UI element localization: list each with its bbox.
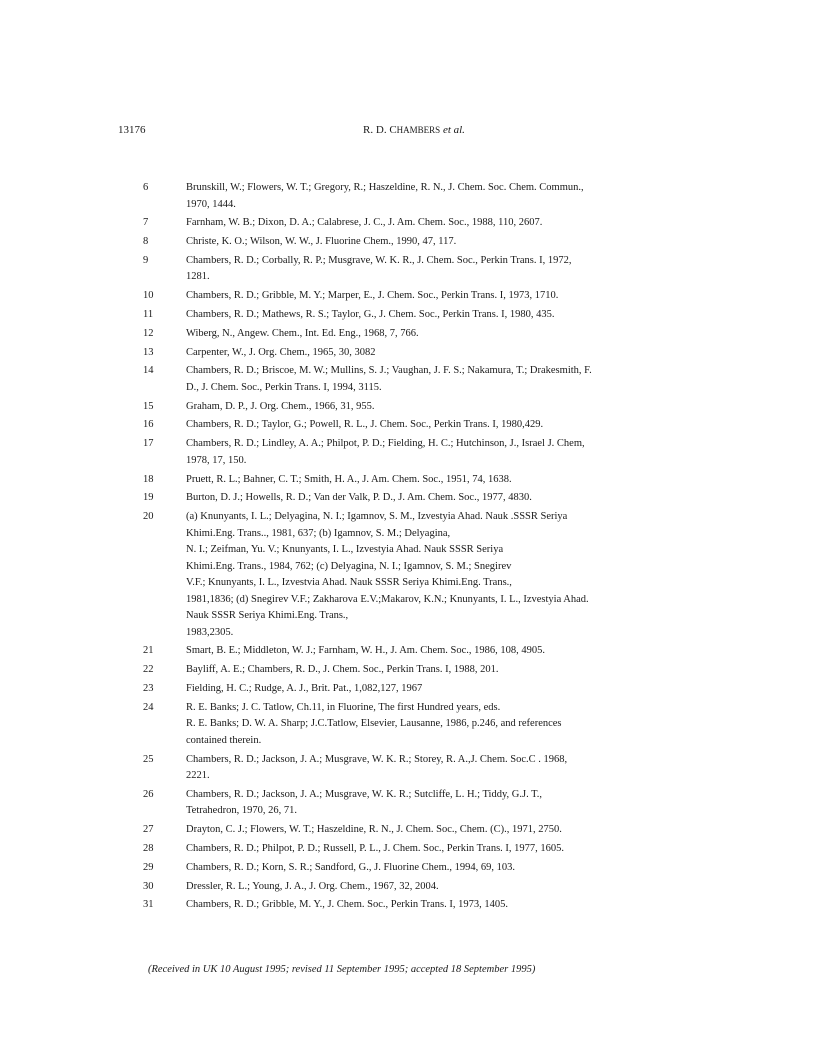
reference-line: Carpenter, W., J. Org. Chem., 1965, 30, 3082 [186, 346, 376, 358]
reference-line: Dressler, R. L.; Young, J. A., J. Org. Chem., 1967, 32, 2004. [186, 880, 439, 892]
reference-line: Chambers, R. D.; Mathews, R. S.; Taylor, G., J. Chem. Soc., Perkin Trans. I, 1980, 435. [186, 308, 555, 320]
reference-number: 10 [143, 290, 154, 302]
reference-text [186, 345, 683, 362]
running-head-etal: et al. [442, 124, 465, 136]
reference-number: 11 [143, 308, 154, 320]
running-head [118, 124, 710, 136]
reference-number: 12 [143, 327, 154, 339]
reference-item [143, 307, 683, 324]
reference-number: 13 [143, 346, 154, 358]
reference-text [186, 234, 683, 251]
reference-text [186, 436, 683, 469]
reference-line: R. E. Banks; D. W. A. Sharp; J.C.Tatlow, Elsevier, Lausanne, 1986, p.246, and references [186, 718, 562, 730]
reference-text [186, 822, 683, 839]
running-head-author-caps: HAMBERS [396, 125, 441, 135]
reference-line: Chambers, R. D.; Corbally, R. P.; Musgrave, W. K. R., J. Chem. Soc., Perkin Trans. I, 1972, [186, 254, 572, 266]
reference-number: 9 [143, 254, 149, 266]
reference-line: Chambers, R. D.; Jackson, J. A.; Musgrave, W. K. R.; Sutcliffe, L. H.; Tiddy, G.J. T., [186, 788, 543, 800]
reference-number: 14 [143, 365, 154, 377]
reference-number: 28 [143, 843, 154, 855]
reference-line: Chambers, R. D.; Taylor, G.; Powell, R. L., J. Chem. Soc., Perkin Trans. I, 1980,429. [186, 419, 544, 431]
reference-line: Smart, B. E.; Middleton, W. J.; Farnham, W. H., J. Am. Chem. Soc., 1986, 108, 4905. [186, 645, 546, 657]
reference-number: 23 [143, 683, 154, 695]
reference-line: contained therein. [186, 734, 262, 746]
reference-number: 6 [143, 182, 149, 193]
reference-item [143, 326, 683, 343]
reference-item [143, 860, 683, 877]
reference-number: 8 [143, 236, 149, 248]
reference-line: Brunskill, W.; Flowers, W. T.; Gregory, R.; Haszeldine, R. N., J. Chem. Soc. Chem. Commun., [186, 182, 584, 193]
reference-text [186, 700, 683, 750]
reference-number: 19 [143, 492, 154, 504]
reference-text [186, 860, 683, 877]
reference-number: 18 [143, 473, 154, 485]
reference-number: 31 [143, 899, 154, 911]
reference-text [186, 752, 683, 785]
reference-line: Burton, D. J.; Howells, R. D.; Van der Valk, P. D., J. Am. Chem. Soc., 1977, 4830. [186, 492, 532, 504]
reference-item [143, 643, 683, 660]
reference-line: Wiberg, N., Angew. Chem., Int. Ed. Eng., 1968, 7, 766. [186, 327, 419, 339]
reference-line: Khimi.Eng. Trans.., 1981, 637; (b) Igamnov, S. M.; Delyagina, [186, 527, 451, 539]
reference-text [186, 472, 683, 489]
reference-line: Tetrahedron, 1970, 26, 71. [186, 805, 297, 817]
reference-line: 1983,2305. [186, 626, 234, 638]
reference-line: Khimi.Eng. Trans., 1984, 762; (c) Delyagina, N. I.; Igamnov, S. M.; Snegirev [186, 560, 512, 572]
reference-text [186, 399, 683, 416]
reference-text [186, 307, 683, 324]
reference-item [143, 841, 683, 858]
reference-item [143, 509, 683, 641]
reference-number: 25 [143, 753, 154, 765]
reference-number: 30 [143, 880, 154, 892]
reference-line: 2221. [186, 770, 210, 782]
reference-number: 20 [143, 511, 154, 523]
reference-line: Chambers, R. D.; Jackson, J. A.; Musgrave, W. K. R.; Storey, R. A.,J. Chem. Soc.C . 1968, [186, 753, 568, 765]
reference-item [143, 436, 683, 469]
reference-line: V.F.; Knunyants, I. L., Izvestvia Ahad. Nauk SSSR Seriya Khimi.Eng. Trans., [186, 577, 512, 589]
reference-text [186, 662, 683, 679]
reference-item [143, 180, 683, 213]
reference-text [186, 215, 683, 232]
reference-line: 1981,1836; (d) Snegirev V.F.; Zakharova E.V.;Makarov, K.N.; Knunyants, I. L., Izvestyia Ahad. [186, 593, 589, 605]
reference-line: D., J. Chem. Soc., Perkin Trans. I, 1994, 3115. [186, 381, 382, 393]
reference-line: (a) Knunyants, I. L.; Delyagina, N. I.; Igamnov, S. M., Izvestyia Ahad. Nauk .SSSR Seriya [186, 511, 568, 523]
reference-line: 1281. [186, 271, 210, 283]
reference-line: Chambers, R. D.; Korn, S. R.; Sandford, G., J. Fluorine Chem., 1994, 69, 103. [186, 861, 515, 873]
reference-number: 16 [143, 419, 154, 431]
reference-number: 21 [143, 645, 154, 657]
reference-text [186, 509, 683, 641]
reference-line: Chambers, R. D.; Lindley, A. A.; Philpot, P. D.; Fielding, H. C.; Hutchinson, J., Israel J. Chem, [186, 438, 585, 450]
reference-item [143, 234, 683, 251]
reference-item [143, 490, 683, 507]
received-text: (Received in UK 10 August 1995; revised 11 September 1995; accepted 18 September 1995) [148, 964, 536, 975]
reference-item [143, 363, 683, 396]
reference-number: 15 [143, 400, 154, 412]
reference-text [186, 253, 683, 286]
reference-line: Fielding, H. C.; Rudge, A. J., Brit. Pat., 1,082,127, 1967 [186, 683, 423, 695]
reference-number: 17 [143, 438, 154, 450]
reference-text [186, 288, 683, 305]
reference-text [186, 180, 683, 213]
reference-line: Chambers, R. D.; Gribble, M. Y.; Marper, E., J. Chem. Soc., Perkin Trans. I, 1973, 1710. [186, 290, 559, 302]
reference-list [143, 180, 683, 916]
reference-item [143, 897, 683, 914]
reference-item [143, 215, 683, 232]
reference-line: Pruett, R. L.; Bahner, C. T.; Smith, H. A., J. Am. Chem. Soc., 1951, 74, 1638. [186, 473, 512, 485]
reference-line: R. E. Banks; J. C. Tatlow, Ch.11, in Fluorine, The first Hundred years, eds. [186, 701, 501, 713]
reference-item [143, 472, 683, 489]
reference-line: Bayliff, A. E.; Chambers, R. D., J. Chem. Soc., Perkin Trans. I, 1988, 201. [186, 664, 499, 676]
running-head-author: R. D. C [363, 124, 397, 136]
page-header [118, 124, 710, 140]
reference-text [186, 879, 683, 896]
received-footer [148, 964, 535, 975]
reference-text [186, 681, 683, 698]
reference-item [143, 662, 683, 679]
reference-item [143, 681, 683, 698]
reference-number: 26 [143, 788, 154, 800]
reference-item [143, 253, 683, 286]
reference-text [186, 787, 683, 820]
reference-number: 7 [143, 217, 149, 229]
reference-line: Christe, K. O.; Wilson, W. W., J. Fluorine Chem., 1990, 47, 117. [186, 236, 457, 248]
reference-item [143, 417, 683, 434]
reference-text [186, 326, 683, 343]
reference-item [143, 822, 683, 839]
reference-text [186, 897, 683, 914]
reference-line: 1970, 1444. [186, 198, 236, 210]
reference-line: N. I.; Zeifman, Yu. V.; Knunyants, I. L., Izvestyia Ahad. Nauk SSSR Seriya [186, 544, 504, 556]
reference-text [186, 417, 683, 434]
reference-item [143, 787, 683, 820]
reference-item [143, 879, 683, 896]
reference-item [143, 288, 683, 305]
reference-number: 27 [143, 824, 154, 836]
reference-text [186, 841, 683, 858]
reference-line: Graham, D. P., J. Org. Chem., 1966, 31, 955. [186, 400, 375, 412]
reference-text [186, 643, 683, 660]
reference-line: Farnham, W. B.; Dixon, D. A.; Calabrese, J. C., J. Am. Chem. Soc., 1988, 110, 2607. [186, 217, 543, 229]
reference-item [143, 345, 683, 362]
reference-number: 29 [143, 861, 154, 873]
reference-line: Chambers, R. D.; Briscoe, M. W.; Mullins, S. J.; Vaughan, J. F. S.; Nakamura, T.; Drakesmith, F. [186, 365, 592, 377]
reference-line: 1978, 17, 150. [186, 454, 247, 466]
reference-item [143, 700, 683, 750]
reference-line: Chambers, R. D.; Gribble, M. Y., J. Chem. Soc., Perkin Trans. I, 1973, 1405. [186, 899, 509, 911]
reference-text [186, 363, 683, 396]
reference-line: Drayton, C. J.; Flowers, W. T.; Haszeldine, R. N., J. Chem. Soc., Chem. (C)., 1971, 2750. [186, 824, 562, 836]
reference-item [143, 752, 683, 785]
reference-text [186, 490, 683, 507]
reference-item [143, 399, 683, 416]
reference-number: 24 [143, 701, 154, 713]
reference-line: Chambers, R. D.; Philpot, P. D.; Russell, P. L., J. Chem. Soc., Perkin Trans. I, 1977, 1605. [186, 843, 565, 855]
reference-number: 22 [143, 664, 154, 676]
reference-line: Nauk SSSR Seriya Khimi.Eng. Trans., [186, 610, 349, 622]
page-number: 13176 [118, 124, 146, 136]
